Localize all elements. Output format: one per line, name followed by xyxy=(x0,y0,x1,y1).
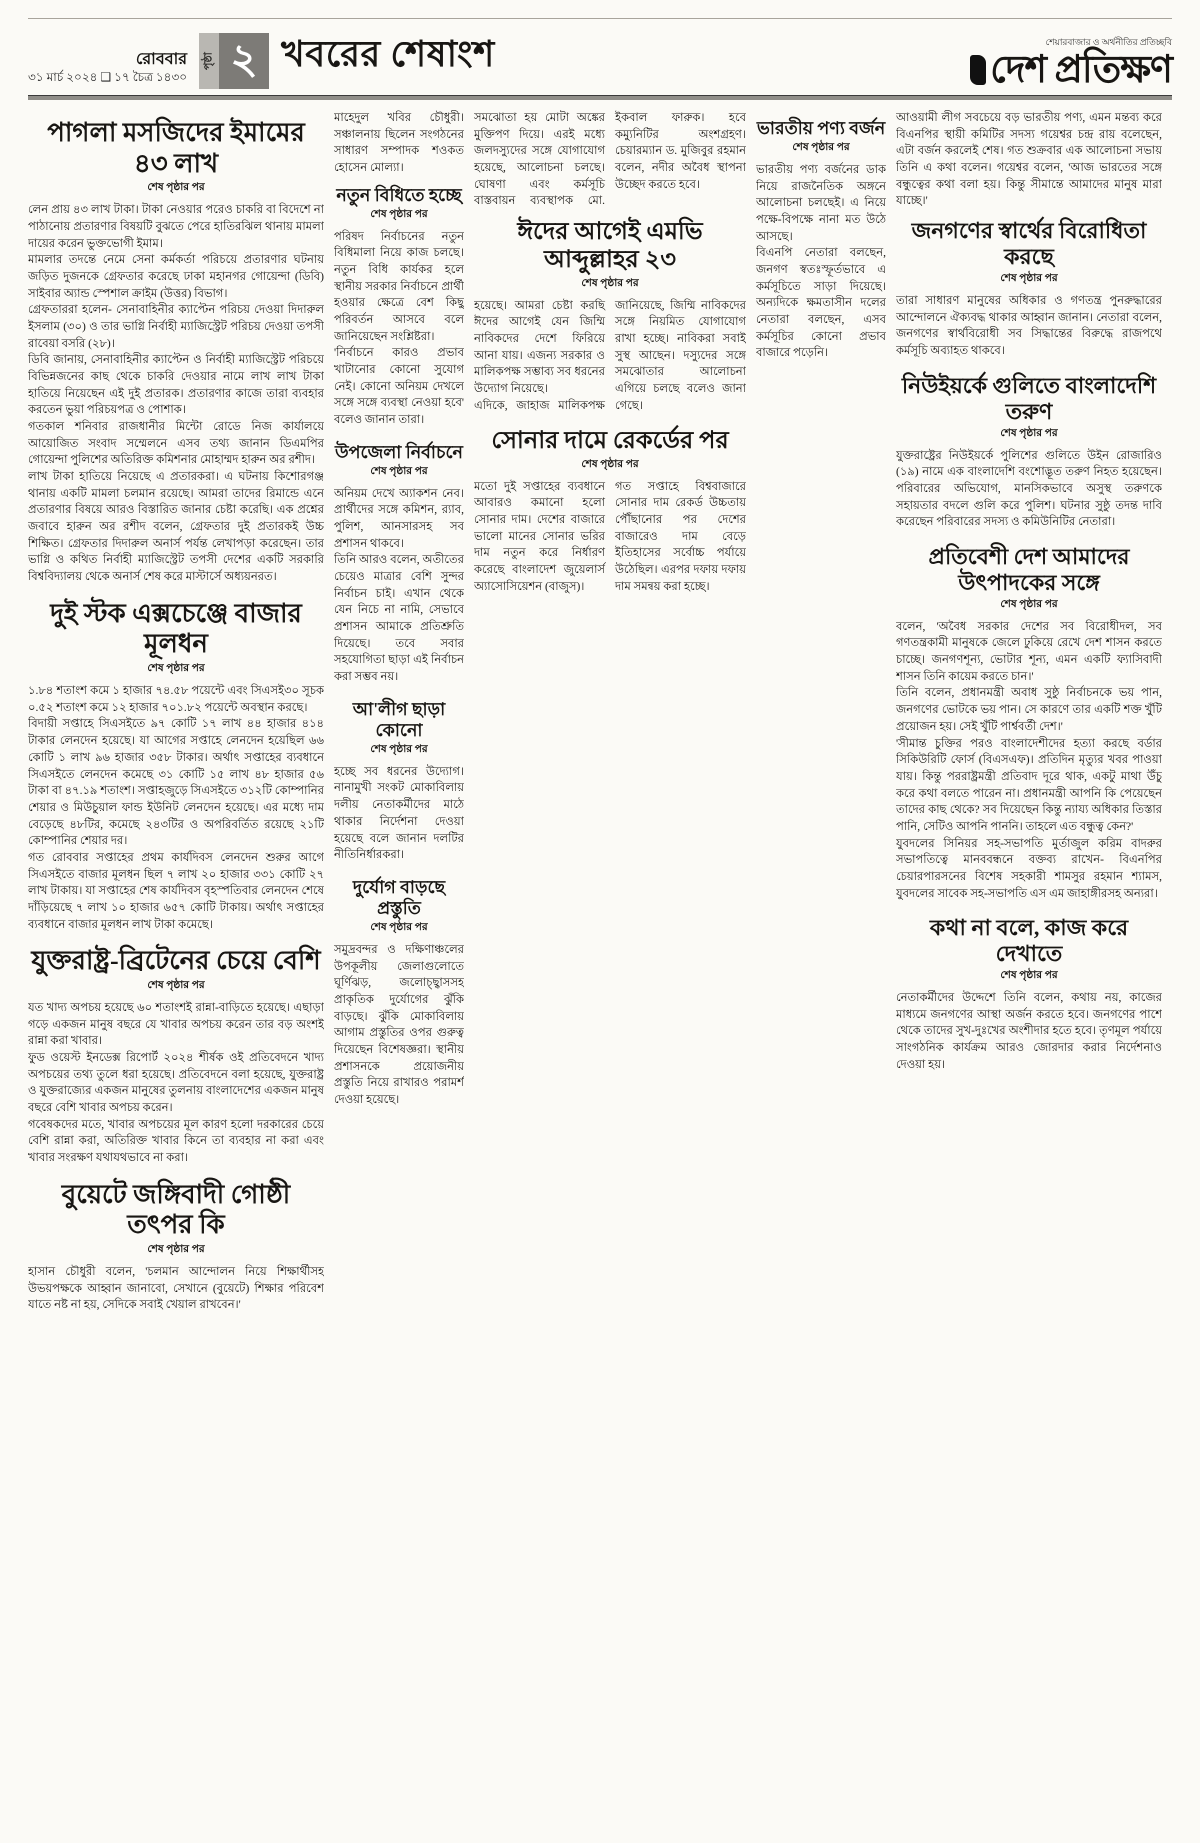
article-headline: আ'লীগ ছাড়া কোনো xyxy=(352,698,446,740)
article-body: পরিষদ নির্বাচনের নতুন বিধিমালা নিয়ে কাজ চলছে। নতুন বিধি কার্যকর হলে স্থানীয় সরকার নির্বাচনে প্রার্থী হওয়ার ক্ষেত্রে বেশ কিছু পরিবর্তন আসবে বলে জানিয়েছেন সংশ্লিষ্টরা। 'নির্বাচনে কারও প্রভাব খাটানোর কোনো সুযোগ নেই। কোনো অনিয়ম দেখলে সঙ্গে সঙ্গে ব্যবস্থা নেওয়া হবে' বলেও জানান তারা। xyxy=(334,230,464,427)
article-body: তারা সাধারণ মানুষের অধিকার ও গণতন্ত্র পুনরুদ্ধারের আন্দোলনে ঐক্যবদ্ধ থাকার আহ্বান জানান। নেতারা বলেন, জনগণের স্বার্থবিরোধী সব সিদ্ধান্তের বিরুদ্ধে রাজপথে কর্মসূচি অব্যাহত থাকবে। xyxy=(896,294,1162,357)
article-upazila-election xyxy=(334,442,464,686)
column-lead-text: আওয়ামী লীগ সবচেয়ে বড় ভারতীয় পণ্য, এমন মন্তব্য করে বিএনপির স্থায়ী কমিটির সদস্য গয়েশ্বর চন্দ্র রায় বলেছেন, এটা বর্জন করলেই শেষ। গত শুক্রবার এক আলোচনা সভায় তিনি এ কথা বলেন। গয়েশ্বর বলেন, 'আজ ভারতের সঙ্গে বন্ধুত্বের কথা বলা হয়। কিন্তু সীমান্তে আমাদের মানুষ মারা যাচ্ছে।' xyxy=(896,112,1162,208)
article-headline: কথা না বলে, কাজ করে দেখাতে xyxy=(929,915,1129,967)
continued-label: শেষ পৃষ্ঠার পর xyxy=(147,1243,205,1255)
article-body: নেতাকর্মীদের উদ্দেশে তিনি বলেন, কথায় নয়, কাজের মাধ্যমে জনগণের আস্থা অর্জন করতে হবে। জনগণের পাশে থেকে তাদের সুখ-দুঃখের অংশীদার হতে হবে। তৃণমূল পর্যায়ে সাংগঠনিক কার্যক্রম আরও জোরদার করার নির্দেশনাও দেওয়া হয়। xyxy=(896,992,1162,1071)
continued-label: শেষ পৃষ্ঠার পর xyxy=(370,208,428,220)
article-pagla-mosque xyxy=(28,118,324,586)
date-line: ৩১ মার্চ ২০২৪ ❑ ১৭ চৈত্র ১৪৩০ xyxy=(28,70,188,84)
paper-name: দেশ প্রতিক্ষণ xyxy=(990,49,1172,91)
article-body: যত খাদ্য অপচয় হয়েছে ৬০ শতাংশই রান্না-বাড়িতে হয়েছে। এছাড়া গড়ে একজন মানুষ বছরে যে খাবার অপচয় করেন তার বড় অংশই রান্না করা খাবার। ফুড ওয়েস্ট ইনডেক্স রিপোর্ট ২০২৪ শীর্ষক ওই প্রতিবেদনে খাদ্য অপচয়ের তথ্য তুলে ধরা হয়েছে। প্রতিবেদনে বলা হয়েছে, যুক্তরাষ্ট্র ও যুক্তরাজ্যের একজন মানুষের তুলনায় বাংলাদেশের একজন মানুষ বছরে বেশি খাবার অপচয় করেন। গবেষকদের মতে, খাবার অপচয়ের মূল কারণ হলো দরকারের চেয়ে বেশি রান্না করা, অতিরিক্ত খাবার কিনে তা ব্যবহার না করা এবং খাবার সংরক্ষণ যথাযথভাবে না করা। xyxy=(28,1001,324,1164)
continued-label: শেষ পৃষ্ঠার পর xyxy=(581,277,639,289)
article-body: বলেন, 'অবৈধ সরকার দেশের সব বিরোধীদল, সব গণতন্ত্রকামী মানুষকে জেলে ঢুকিয়ে রেখে দেশ শাসন করতে চাচ্ছে। জনগণশূন্য, ভোটার শূন্য, এমন একটি ফ্যাসিবাদী শাসন তিনি কায়েম করতে চান।' তিনি বলেন, প্রধানমন্ত্রী অবাধ সুষ্ঠু নির্বাচনকে ভয় পান, জনগণের ভোটকে ভয় পান। সে কারণে তার একটি শক্ত খুঁটি প্রয়োজন হয়। সেই খুঁটি পার্শ্ববর্তী দেশ।' 'সীমান্ত চুক্তির পরও বাংলাদেশীদের হত্যা করছে বর্ডার সিকিউরিটি ফোর্স (বিএসএফ)। প্রতিদিন মৃত্যুর খবর পাওয়া যায়। কিন্তু পররাষ্ট্রমন্ত্রী প্রতিবাদ দূরে থাক, একটু মাথা উঁচু করে কথা বলতে পারেন না। প্রধানমন্ত্রী আপনি কি পেয়েছেন তাদের কাছ থেকে? সব দিয়েছেন কিন্তু ন্যায্য অধিকার তিস্তার পানি, সেটিও আপনি পাননি। তাহলে এত বন্ধুত্ব কেন?' যুবদলের সিনিয়র সহ-সভাপতি মুর্তাজুল করিম বাদরুর সভাপতিত্বে মানববন্ধনে বক্তব্য রাখেন- বিএনপির চেয়ারপারসনের বিশেষ সহকারী শামসুর রহমান শ্যামস, যুবদলের সাবেক সহ-সভাপতি এস এম জাহাঙ্গীরসহ অন্যরা। xyxy=(896,620,1162,900)
article-stock-exchange xyxy=(28,599,324,933)
page-content xyxy=(28,110,1172,1826)
page-number: ২ xyxy=(219,33,269,89)
column-middle xyxy=(474,110,746,1826)
section-title: খবরের শেষাংশ xyxy=(281,34,495,74)
continued-label: শেষ পৃষ্ঠার পর xyxy=(1000,598,1058,610)
column-five xyxy=(756,110,886,1826)
article-headline: ঈদের আগেই এমভি আব্দুল্লাহর ২৩ xyxy=(517,219,703,274)
continued-label: শেষ পৃষ্ঠার পর xyxy=(147,979,205,991)
article-indian-products-boycott xyxy=(756,118,886,362)
continued-label: শেষ পৃষ্ঠার পর xyxy=(370,465,428,477)
article-body: যুক্তরাষ্ট্রের নিউইয়র্কে পুলিশের গুলিতে উইন রোজারিও (১৯) নামে এক বাংলাদেশি বংশোদ্ভূত তরুণ নিহত হয়েছেন। পরিবারের অভিযোগ, মানসিকভাবে অসুস্থ তরুণকে সহায়তার বদলে গুলি করে পুলিশ। ঘটনার সুষ্ঠু তদন্ত দাবি করেছেন পরিবারের সদস্য ও কমিউনিটির নেতারা। xyxy=(896,449,1162,529)
article-mv-abdullah xyxy=(474,218,746,414)
continued-label: শেষ পৃষ্ঠার পর xyxy=(792,142,850,153)
article-buet xyxy=(28,1180,324,1314)
continued-label: শেষ পৃষ্ঠার পর xyxy=(147,182,205,194)
article-headline: সোনার দামে রেকর্ডের পর xyxy=(491,428,729,455)
article-headline: পাগলা মসজিদের ইমামের ৪৩ লাখ xyxy=(47,118,305,178)
column-lead-text: মাহেদুল খবির চৌধুরী। সঞ্চালনায় ছিলেন সংগঠনের সাধারণ সম্পাদক শওকত হোসেন মোল্যা। xyxy=(334,112,464,175)
masthead xyxy=(28,25,1172,95)
article-new-rules xyxy=(334,185,464,429)
paper-logo-block xyxy=(970,35,1172,89)
column-two xyxy=(334,110,464,1826)
article-headline: জনগণের স্বার্থের বিরোধিতা করছে xyxy=(911,218,1147,269)
page-number-box xyxy=(199,33,269,89)
column-right xyxy=(896,110,1162,1826)
continued-label: শেষ পৃষ্ঠার পর xyxy=(1000,427,1058,439)
header-rule xyxy=(28,95,1172,100)
column-lead-text: সমঝোতা হয় মোটা অঙ্কের মুক্তিপণ দিয়ে। এরই মধ্যে জলদস্যুদের সঙ্গে যোগাযোগ হয়েছে, আলোচনা চলছে। ঘোষণা এবং কর্মসূচি বাস্তবায়ন ব্যবস্থাপক মো. ইকবাল ফারুক। হবে কম্যুনিটির অংশগ্রহণ। চেয়ারম্যান ড. মুজিবুর রহমান বলেন, নদীর অবৈধ স্থাপনা উচ্ছেদ করতে হবে। xyxy=(474,112,746,208)
article-body: হয়েছে। আমরা চেষ্টা করছি ঈদের আগেই যেন জিম্মি নাবিকদের দেশে ফিরিয়ে আনা যায়। এজন্য সরকার ও মালিকপক্ষ সম্ভাব্য সব ধরনের উদ্যোগ নিয়েছে। এদিকে, জাহাজ মালিকপক্ষ জানিয়েছে, জিম্মি নাবিকদের সঙ্গে নিয়মিত যোগাযোগ রাখা হচ্ছে। নাবিকরা সবাই সুস্থ আছেন। দস্যুদের সঙ্গে সমঝোতার আলোচনা এগিয়ে চলছে বলেও জানা গেছে। xyxy=(474,299,746,412)
continued-label: শেষ পৃষ্ঠার পর xyxy=(370,921,428,933)
article-body: লেন প্রায় ৪৩ লাখ টাকা। টাকা নেওয়ার পরেও চাকরি বা বিদেশে না পাঠানোয় প্রতারণার বিষয়টি বুঝতে পেরে হাতিরঝিল থানায় মামলা দায়ের করেন ভুক্তভোগী ইমাম। মামলার তদন্তে নেমে সেনা কর্মকর্তা পরিচয়ে প্রতারণার ঘটনায় জড়িত দুজনকে গ্রেফতার করেছে ঢাকা মহানগর গোয়েন্দা (ডিবি) সাইবার অ্যান্ড স্পেশাল ক্রাইম (উত্তর) বিভাগ। গ্রেফতাররা হলেন- সেনাবাহিনীর ক্যাপ্টেন পরিচয় দেওয়া দিদারুল ইসলাম (৩০) ও তার ভাগ্নি নির্বাহী ম্যাজিস্ট্রেট পরিচয় দেওয়া তপসী রাবেয়া বসরি (২৮)। ডিবি জানায়, সেনাবাহিনীর ক্যাপ্টেন ও নির্বাহী ম্যাজিস্ট্রেট পরিচয়ে বিভিন্নজনের কাছ থেকে চাকরি দেওয়ার নামে লাখ লাখ টাকা হাতিয়ে নিয়েছেন এই দুই প্রতারক। প্রতারণার কাজে তারা ব্যবহার করতেন ভুয়া পরিচয়পত্র ও পোশাক। গতকাল শনিবার রাজধানীর মিন্টো রোডে নিজ কার্যালয়ে আয়োজিত সংবাদ সম্মেলনে এসব তথ্য জানান ডিএমপির গোয়েন্দা পুলিশের অতিরিক্ত কমিশনার মোহাম্মদ হারুন অর রশীদ। লাখ টাকা হাতিয়ে নিয়েছে এ প্রতারকরা। এ ঘটনায় কিশোরগঞ্জ থানায় একটি মামলা চলমান রয়েছে। আমরা তাদের রিমান্ডে এনে প্রতারণার বিষয়ে আরও বিস্তারিত জানার চেষ্টা করেছি। এক প্রশ্নের জবাবে হারুন অর রশীদ বলেন, গ্রেফতার দুই প্রতারকই উচ্চ শিক্ষিত। গ্রেফতার দিদারুল অনার্স পর্যন্ত লেখাপড়া করেছেন। তার ভাগ্নি ও কথিত নির্বাহী ম্যাজিস্ট্রেট তপসী দেশের একটি সরকারি বিশ্ববিদ্যালয় থেকে অনার্স শেষ করে মাস্টার্সে অধ্যয়নরত। xyxy=(28,204,324,584)
weekday-label: রোববার xyxy=(135,51,188,68)
article-body: হচ্ছে সব ধরনের উদ্যোগ। নানামুখী সংকট মোকাবিলায় দলীয় নেতাকর্মীদের মাঠে থাকার নির্দেশনা দেওয়া হয়েছে বলে জানান দলটির নীতিনির্ধারকরা। xyxy=(334,765,464,862)
continued-label: শেষ পৃষ্ঠার পর xyxy=(581,458,639,470)
article-body: মতো দুই সপ্তাহের ব্যবধানে আবারও কমানো হলো সোনার দাম। দেশের বাজারে ভালো মানের সোনার ভরির দাম নতুন করে নির্ধারণ করেছে বাংলাদেশ জুয়েলার্স অ্যাসোসিয়েশন (বাজুস)। গত সপ্তাহে বিশ্ববাজারে সোনার দাম রেকর্ড উচ্চতায় পৌঁছানোর পর দেশের বাজারেও দাম বেড়ে ইতিহাসের সর্বোচ্চ পর্যায়ে উঠেছিল। এরপর দফায় দফায় দাম সমন্বয় করা হচ্ছে। xyxy=(474,480,746,593)
paper-logo-row xyxy=(970,51,1172,89)
article-neighbor-country xyxy=(896,544,1162,902)
article-work-not-words xyxy=(896,915,1162,1073)
article-headline: নতুন বিধিতে হচ্ছে xyxy=(336,184,462,205)
paper-tagline: শেয়ারবাজার ও অর্থনীতির প্রতিচ্ছবি xyxy=(1045,37,1172,47)
article-headline: প্রতিবেশী দেশ আমাদের উৎপাদকের সঙ্গে xyxy=(928,543,1130,595)
article-headline: উপজেলা নির্বাচনে xyxy=(335,441,463,462)
column-left xyxy=(28,110,324,1826)
article-headline: বুয়েটে জঙ্গিবাদী গোষ্ঠী তৎপর কি xyxy=(61,1179,291,1240)
top-rule xyxy=(28,18,1172,19)
article-body: হাসান চৌধুরী বলেন, 'চলমান আন্দোলন নিয়ে শিক্ষার্থীসহ উভয়পক্ষকে আহ্বান জানাবো, সেখানে (বুয়েটে) শিক্ষার পরিবেশ যাতে নষ্ট না হয়, সেদিকে সবাই খেয়াল রাখবেন।' xyxy=(28,1265,324,1312)
article-newyork-shooting xyxy=(896,373,1162,531)
article-headline: দুই স্টক এক্সচেঞ্জে বাজার মূলধন xyxy=(50,598,302,659)
article-body: ভারতীয় পণ্য বর্জনের ডাক নিয়ে রাজনৈতিক অঙ্গনে আলোচনা চলছেই। এ নিয়ে পক্ষে-বিপক্ষে নানা মত উঠে আসছে। বিএনপি নেতারা বলছেন, জনগণ স্বতঃস্ফূর্তভাবে এ কর্মসূচিতে সাড়া দিয়েছে। অন্যদিকে ক্ষমতাসীন দলের নেতারা বলছেন, এসব কর্মসূচির কোনো প্রভাব বাজারে পড়েনি। xyxy=(756,164,886,360)
article-headline: দুর্যোগ বাড়ছে প্রস্তুতি xyxy=(352,876,446,918)
continued-label: শেষ পৃষ্ঠার পর xyxy=(1000,970,1058,982)
article-against-public-interest xyxy=(896,218,1162,360)
article-headline: ভারতীয় পণ্য বর্জন xyxy=(756,118,886,138)
article-headline: নিউইয়র্কে গুলিতে বাংলাদেশি তরুণ xyxy=(901,372,1157,424)
continued-label: শেষ পৃষ্ঠার পর xyxy=(370,743,428,755)
article-body: সমুদ্রবন্দর ও দক্ষিণাঞ্চলের উপকূলীয় জেলাগুলোতে ঘূর্ণিঝড়, জলোচ্ছ্বাসসহ প্রাকৃতিক দুর্যোগের ঝুঁকি বাড়ছে। ঝুঁকি মোকাবিলায় আগাম প্রস্তুতির ওপর গুরুত্ব দিয়েছেন বিশেষজ্ঞরা। স্থানীয় প্রশাসনকে প্রয়োজনীয় প্রস্তুতি নিয়ে রাখারও পরামর্শ দেওয়া হয়েছে। xyxy=(334,943,464,1106)
logo-emblem-icon xyxy=(970,55,986,85)
article-headline: যুক্তরাষ্ট্র-ব্রিটেনের চেয়ে বেশি xyxy=(31,946,321,976)
article-awami-league xyxy=(334,699,464,864)
article-body: ১.৮৪ শতাংশ কমে ১ হাজার ৭৪.৫৮ পয়েন্টে এবং সিএসই৩০ সূচক ০.৫২ শতাংশ কমে ১২ হাজার ৭০১.৮২ পয়েন্টে অবস্থান করছে। বিদায়ী সপ্তাহে সিএসইতে ৯৭ কোটি ১৭ লাখ ৪৪ হাজার ৪১৪ টাকার লেনদেন হয়েছে। যা আগের সপ্তাহে লেনদেন হয়েছিল ৬৬ কোটি ১ লাখ ৯৬ হাজার ৩৫৮ টাকার। অর্থাৎ সপ্তাহের ব্যবধানে সিএসইতে লেনদেন কমেছে ৩১ কোটি ১৫ লাখ ৪৮ হাজার ৫৬ টাকা বা ৪৭.১৯ শতাংশ। সপ্তাহজুড়ে সিএসইতে ৩১২টি কোম্পানির শেয়ার ও মিউচুয়াল ফান্ড ইউনিট লেনদেন হয়েছে। এর মধ্যে দাম বেড়েছে ৪৮টির, কমেছে ২৪৩টির ও অপরিবর্তিত রয়েছে ২১টি কোম্পানির শেয়ার দর। গত রোববার সপ্তাহের প্রথম কার্যদিবস লেনদেন শুরুর আগে সিএসইতে বাজার মূলধন ছিল ৭ লাখ ২০ হাজার ৩৩১ কোটি ২৭ লাখ টাকায়। যা সপ্তাহের শেষ কার্যদিবস বৃহস্পতিবার লেনদেন শেষে দাঁড়িয়েছে ৭ লাখ ১০ হাজার ৬৫৭ কোটি টাকায়। অর্থাৎ সপ্তাহের ব্যবধানে বাজার মূলধন লাখ টাকা কমেছে। xyxy=(28,685,324,931)
date-block xyxy=(28,50,187,89)
page-word-label: পৃষ্ঠা xyxy=(199,33,219,89)
article-disaster-preparedness xyxy=(334,877,464,1109)
article-body: অনিয়ম দেখে অ্যাকশন নেব। প্রার্থীদের সঙ্গে কমিশন, র‍্যাব, পুলিশ, আনসারসহ সব প্রশাসন থাকবে। তিনি আরও বলেন, অতীতের চেয়েও মাত্রার বেশি সুন্দর নির্বাচন চাই। এখান থেকে যেন নিচে না নামি, সেভাবে প্রশাসন আমাকে প্রতিশ্রুতি দিয়েছে। তবে সবার সহযোগিতা ছাড়া এই নির্বাচন করা সম্ভব নয়। xyxy=(334,487,464,684)
continued-label: শেষ পৃষ্ঠার পর xyxy=(1000,272,1058,284)
continued-label: শেষ পৃষ্ঠার পর xyxy=(147,663,205,675)
article-gold-price xyxy=(474,427,746,595)
article-food-waste xyxy=(28,946,324,1166)
